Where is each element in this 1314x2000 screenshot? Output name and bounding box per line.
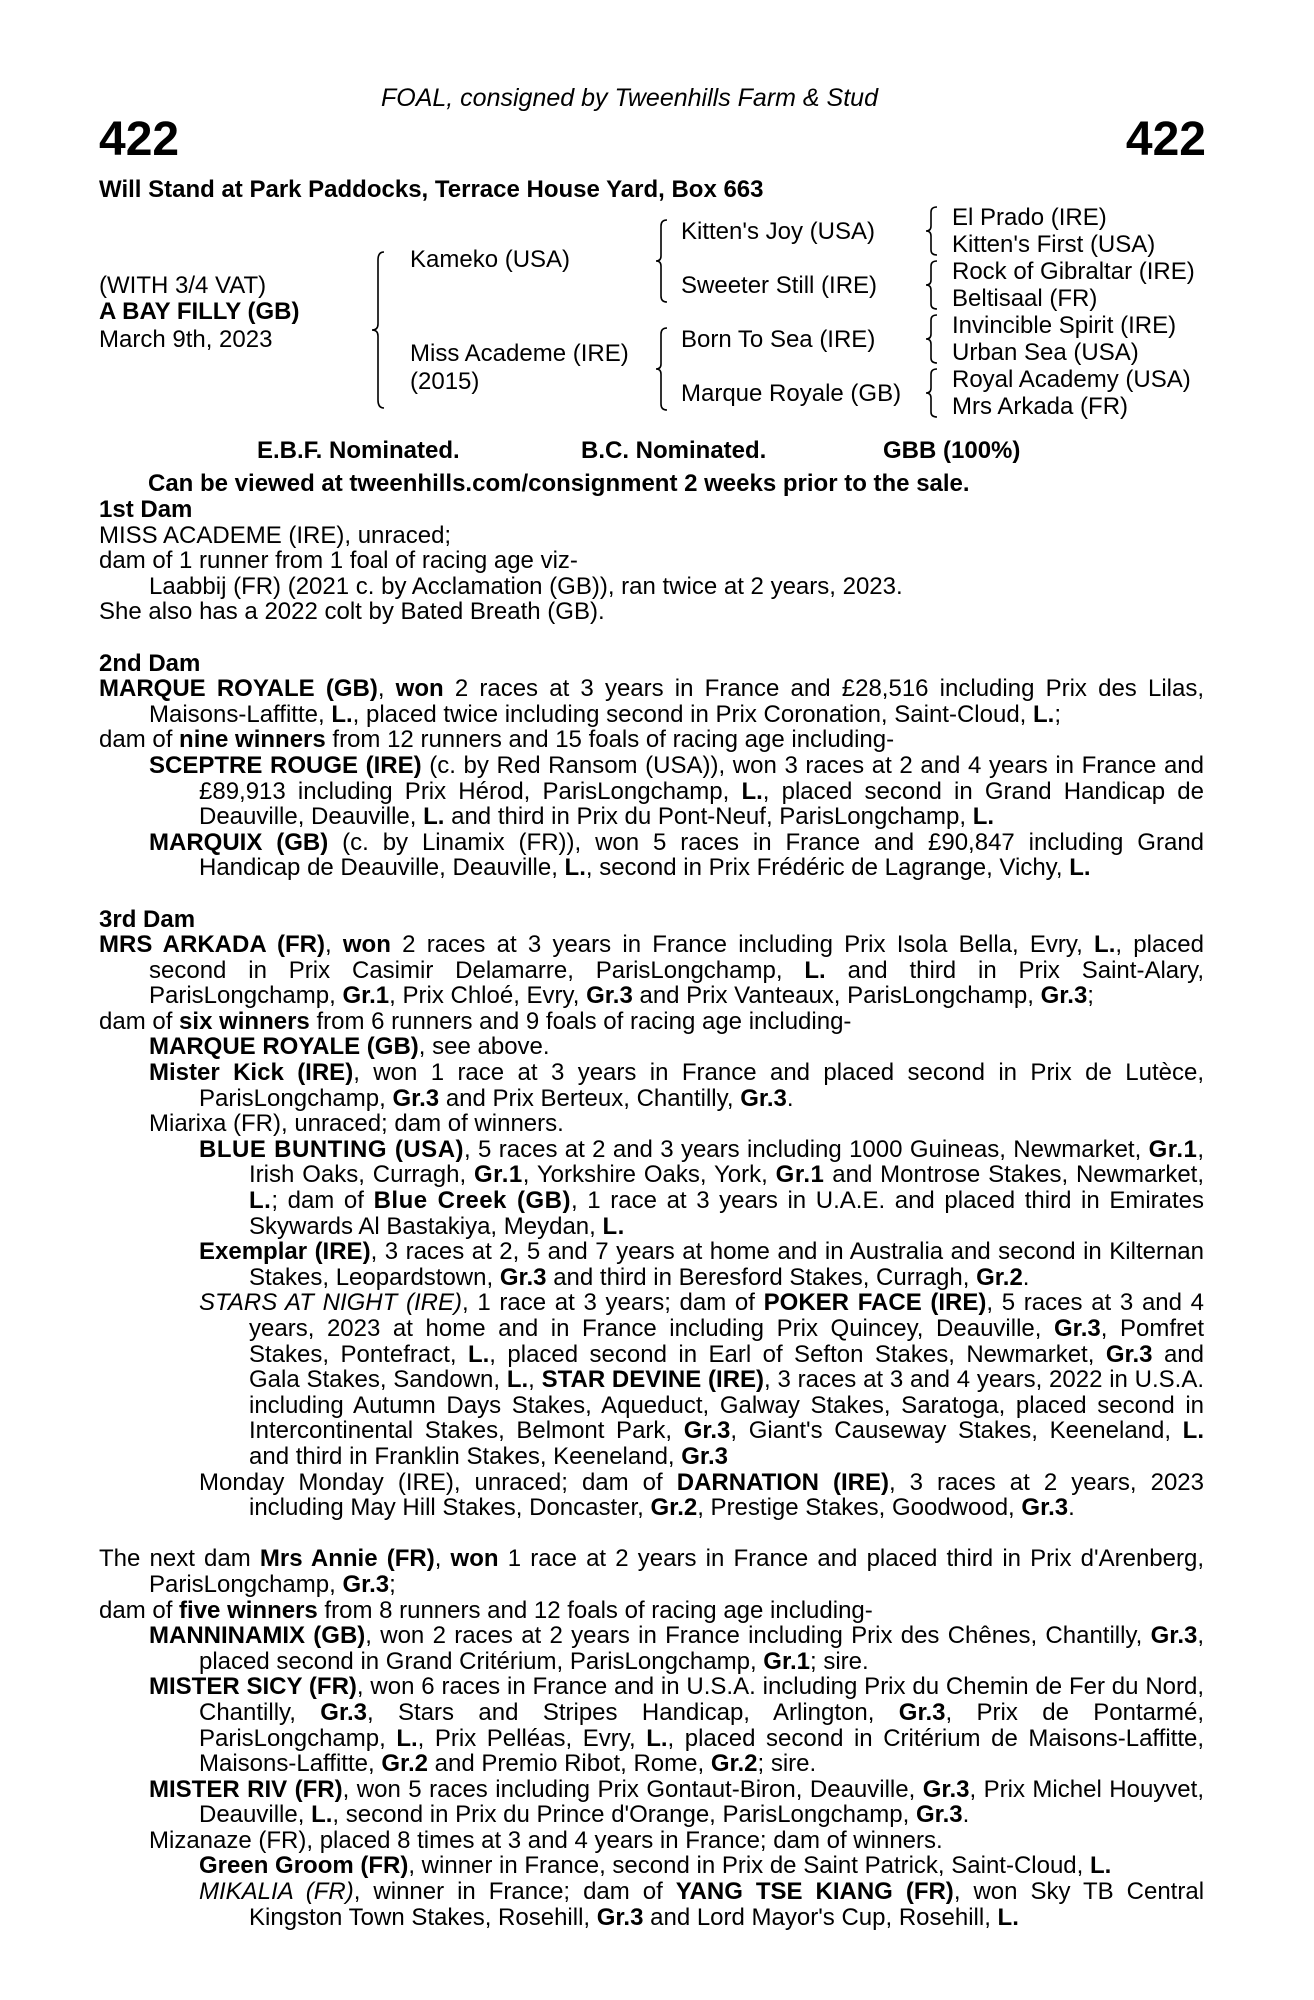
third-dam-entry: MRS ARKADA (FR), won 2 races at 3 years in France including Prix Isola Bella, Evry, L., placed second in Prix Casimir Delamarre, ParisLongchamp, L. and third in Prix Saint-Alary, ParisLongchamp, Gr.1, Prix Chloé, Evry, Gr.3 and Prix Vanteaux, ParisLongchamp, Gr.3;: [99, 931, 1205, 1010]
produce-miarixa: Miarixa (FR), unraced; dam of winners.: [149, 1110, 564, 1138]
gen3-dds: Royal Academy (USA): [952, 366, 1191, 393]
gen3-ddd: Mrs Arkada (FR): [952, 393, 1129, 420]
sire-dam: Sweeter Still (IRE): [681, 272, 878, 299]
pedigree-bracket-ds: [925, 313, 945, 365]
vat-note: (WITH 3/4 VAT): [99, 272, 267, 299]
next-dam-entry: The next dam Mrs Annie (FR), won 1 race at 2 years in France and placed third in Prix d'Arenberg, ParisLongchamp, Gr.3;: [99, 1545, 1204, 1598]
stand-location: Will Stand at Park Paddocks, Terrace House Yard, Box 663: [99, 176, 764, 203]
produce-stars-at-night: STARS AT NIGHT (IRE), 1 race at 3 years; dam of POKER FACE (IRE), 5 races at 3 and 4 years, 2023 at home and in France including Prix Quincey, Deauville, Gr.3, Pomfret Stakes, Pontefract, L., placed second in Earl of Sefton Stakes, Newmarket, Gr.3 and Gala Stakes, Sandown, L., STAR DEVINE (IRE), 3 races at 3 and 4 years, 2022 in U.S.A. including Autumn Days Stakes, Aqueduct, Galway Stakes, Saratoga, placed second in Intercontinental Stakes, Belmont Park, Gr.3, Giant's Causeway Stakes, Keeneland, L. and third in Franklin Stakes, Keeneland, Gr.3: [199, 1289, 1205, 1470]
produce-marquix: MARQUIX (GB) (c. by Linamix (FR)), won 5 races in France and £90,847 including Grand Handicap de Deauville, Deauville, L., second in Prix Frédéric de Lagrange, Vichy, L.: [149, 828, 1205, 882]
first-dam-line-2: dam of 1 runner from 1 foal of racing age viz-: [99, 547, 578, 575]
produce-monday-monday: Monday Monday (IRE), unraced; dam of DARNATION (IRE), 3 races at 2 years, 2023 including May Hill Stakes, Doncaster, Gr.2, Prestige Stakes, Goodwood, Gr.3.: [199, 1468, 1204, 1522]
produce-green-groom: Green Groom (FR), winner in France, second in Prix de Saint Patrick, Saint-Cloud, L.: [199, 1852, 1112, 1880]
dam-sire: Born To Sea (IRE): [681, 326, 876, 353]
dam-year: (2015): [410, 368, 480, 395]
horse-dob: March 9th, 2023: [99, 326, 273, 353]
produce-mizanaze: Mizanaze (FR), placed 8 times at 3 and 4 years in France; dam of winners.: [149, 1826, 943, 1854]
pedigree-bracket-main: [370, 250, 400, 410]
dam: Miss Academe (IRE): [410, 340, 629, 367]
produce-mister-riv: MISTER RIV (FR), won 5 races including Prix Gontaut-Biron, Deauville, Gr.3, Prix Michel Houyvet, Deauville, L., second in Prix du Prince d'Orange, ParisLongchamp, Gr.3.: [149, 1775, 1204, 1829]
second-dam-entry: MARQUE ROYALE (GB), won 2 races at 3 years in France and £28,516 including Prix des Lilas, Maisons-Laffitte, L., placed twice including second in Prix Coronation, Saint-Cloud, L.;: [99, 675, 1204, 728]
first-dam-heading: 1st Dam: [99, 496, 193, 523]
produce-mister-kick: Mister Kick (IRE), won 1 race at 3 years in France and placed second in Prix de Lutèce, ParisLongchamp, Gr.3 and Prix Berteux, Chantilly, Gr.3.: [149, 1059, 1204, 1112]
second-dam-produce: dam of nine winners from 12 runners and 15 foals of racing age including-: [99, 726, 895, 754]
gen3-dsd: Urban Sea (USA): [952, 339, 1139, 366]
next-dam-produce: dam of five winners from 8 runners and 12 foals of racing age including-: [99, 1596, 873, 1624]
viewing-note: Can be viewed at tweenhills.com/consignment 2 weeks prior to the sale.: [148, 470, 970, 497]
gbb-rating: GBB (100%): [883, 437, 1021, 464]
produce-marque-royale: MARQUE ROYALE (GB), see above.: [149, 1033, 550, 1061]
first-dam-line-3: Laabbij (FR) (2021 c. by Acclamation (GB)), ran twice at 2 years, 2023.: [149, 572, 903, 600]
sire: Kameko (USA): [410, 246, 571, 273]
first-dam-line-1: MISS ACADEME (IRE), unraced;: [99, 521, 452, 549]
gen3-sss: El Prado (IRE): [952, 204, 1107, 231]
third-dam-heading: 3rd Dam: [99, 905, 196, 933]
pedigree-bracket-sire: [655, 218, 675, 304]
produce-sceptre-rouge: SCEPTRE ROUGE (IRE) (c. by Red Ransom (USA)), won 3 races at 2 and 4 years in France and £89,913 including Prix Hérod, ParisLongchamp, L., placed second in Grand Handicap de Deauville, Deauville, L. and third in Prix du Pont-Neuf, ParisLongchamp, L.: [149, 751, 1204, 831]
produce-mikalia: MIKALIA (FR), winner in France; dam of YANG TSE KIANG (FR), won Sky TB Central Kingston Town Stakes, Rosehill, Gr.3 and Lord Mayor's Cup, Rosehill, L.: [199, 1878, 1205, 1931]
gen3-ssd: Kitten's First (USA): [952, 231, 1156, 258]
pedigree-bracket-sd: [925, 259, 945, 311]
bc-nominated: B.C. Nominated.: [581, 437, 767, 464]
produce-manninamix: MANNINAMIX (GB), won 2 races at 2 years in France including Prix des Chênes, Chantilly, Gr.3, placed second in Grand Critérium, ParisLongchamp, Gr.1; sire.: [149, 1622, 1205, 1675]
consignor-line: FOAL, consigned by Tweenhills Farm & Stud: [381, 84, 878, 112]
ebf-nominated: E.B.F. Nominated.: [257, 437, 460, 464]
third-dam-produce: dam of six winners from 6 runners and 9 foals of racing age including-: [99, 1007, 852, 1035]
second-dam-name: MARQUE ROYALE (GB): [99, 675, 378, 703]
produce-mister-sicy: MISTER SICY (FR), won 6 races in France and in U.S.A. including Prix du Chemin de Fer du Nord, Chantilly, Gr.3, Stars and Stripes Handicap, Arlington, Gr.3, Prix de Pontarmé, ParisLongchamp, L., Prix Pelléas, Evry, L., placed second in Critérium de Maisons-Laffitte, Maisons-Laffitte, Gr.2 and Premio Ribot, Rome, Gr.2; sire.: [149, 1673, 1205, 1778]
lot-number-right: 422: [1125, 113, 1206, 166]
lot-number-left: 422: [99, 113, 180, 166]
catalogue-body: [99, 497, 1204, 1930]
second-dam-heading: 2nd Dam: [99, 649, 201, 677]
produce-exemplar: Exemplar (IRE), 3 races at 2, 5 and 7 years at home and in Australia and second in Kilternan Stakes, Leopardstown, Gr.3 and third in Beresford Stakes, Curragh, Gr.2.: [199, 1238, 1204, 1291]
horse-name: A BAY FILLY (GB): [99, 298, 300, 325]
gen3-sds: Rock of Gibraltar (IRE): [952, 258, 1195, 285]
pedigree-bracket-dd: [925, 367, 945, 419]
pedigree-bracket-ss: [925, 205, 945, 257]
produce-blue-bunting: BLUE BUNTING (USA), 5 races at 2 and 3 years including 1000 Guineas, Newmarket, Gr.1, Irish Oaks, Curragh, Gr.1, Yorkshire Oaks, York, Gr.1 and Montrose Stakes, Newmarket, L.; dam of Blue Creek (GB), 1 race at 3 years in U.A.E. and placed third in Emirates Skywards Al Bastakiya, Meydan, L.: [199, 1135, 1205, 1240]
first-dam-line-4: She also has a 2022 colt by Bated Breath (GB).: [99, 598, 605, 626]
dam-dam: Marque Royale (GB): [681, 380, 902, 407]
sire-sire: Kitten's Joy (USA): [681, 218, 875, 245]
pedigree-bracket-dam: [655, 326, 675, 412]
gen3-sdd: Beltisaal (FR): [952, 285, 1098, 312]
gen3-dss: Invincible Spirit (IRE): [952, 312, 1177, 339]
